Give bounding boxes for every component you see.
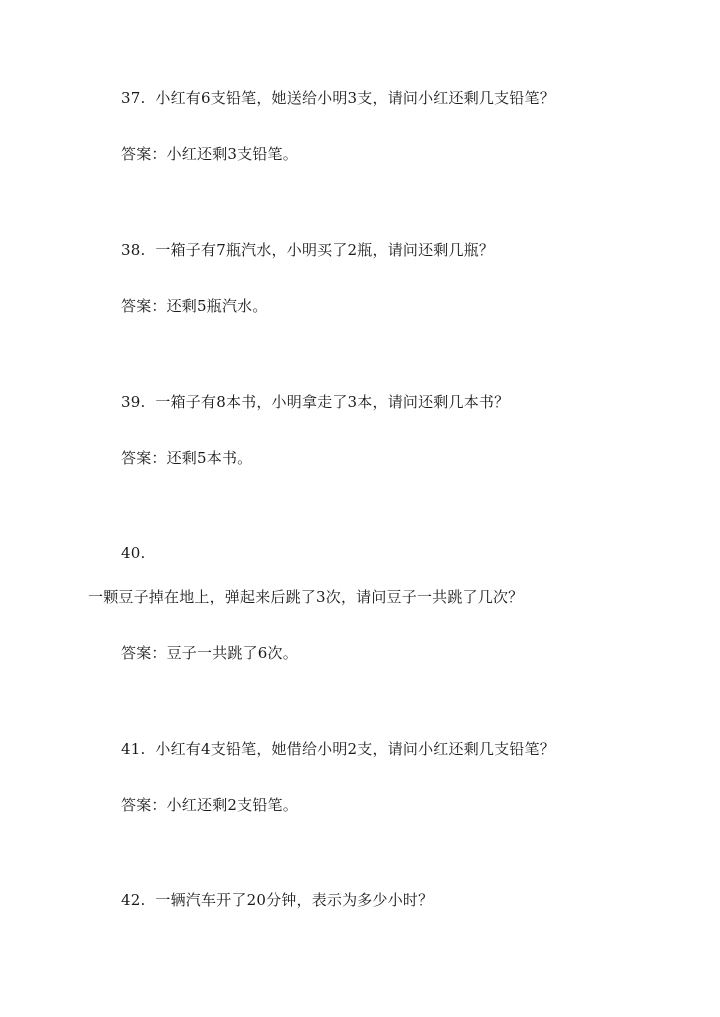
problem-37-number: 37. bbox=[121, 89, 146, 107]
problem-41-number: 41. bbox=[121, 740, 146, 758]
problem-40-answer: 答案：豆子一共跳了6次。 bbox=[121, 644, 298, 662]
problem-40-number: 40. bbox=[121, 544, 146, 562]
problem-41-question-line bbox=[121, 739, 555, 759]
problem-42-question-line bbox=[121, 890, 433, 910]
problem-37-question-line bbox=[121, 88, 555, 108]
problem-38-number: 38. bbox=[121, 241, 146, 259]
problem-39-answer: 答案：还剩5本书。 bbox=[121, 449, 253, 467]
problem-42-number: 42. bbox=[121, 891, 146, 909]
problem-39-question: 一箱子有8本书，小明拿走了3本，请问还剩几本书？ bbox=[155, 393, 510, 411]
problem-37-question: 小红有6支铅笔，她送给小明3支，请问小红还剩几支铅笔？ bbox=[155, 89, 555, 107]
problem-41-answer: 答案：小红还剩2支铅笔。 bbox=[121, 796, 298, 814]
problem-42-question: 一辆汽车开了20分钟，表示为多少小时？ bbox=[155, 891, 434, 909]
problem-39-number: 39. bbox=[121, 393, 146, 411]
problem-41-question: 小红有4支铅笔，她借给小明2支，请问小红还剩几支铅笔？ bbox=[155, 740, 555, 758]
problem-38-question-line bbox=[121, 240, 494, 260]
problem-37-answer: 答案：小红还剩3支铅笔。 bbox=[121, 145, 298, 163]
problem-38-question: 一箱子有7瓶汽水，小明买了2瓶，请问还剩几瓶？ bbox=[155, 241, 495, 259]
problem-39-question-line bbox=[121, 392, 509, 412]
problem-38-answer: 答案：还剩5瓶汽水。 bbox=[121, 297, 268, 315]
problem-40-question: 一颗豆子掉在地上，弹起来后跳了3次，请问豆子一共跳了几次？ bbox=[88, 588, 524, 606]
